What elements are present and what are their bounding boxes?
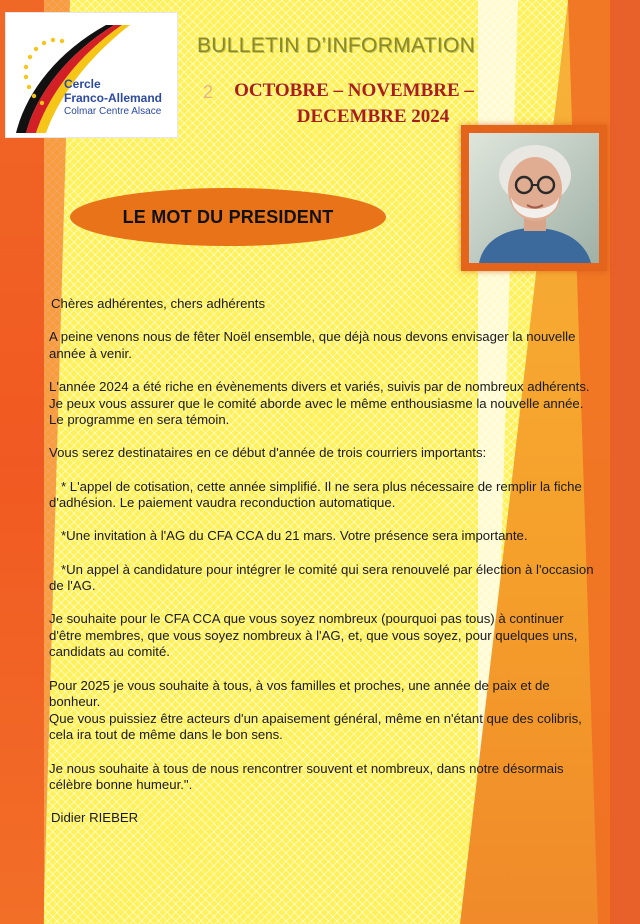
logo-text-franco-allemand: Franco-Allemand xyxy=(64,91,163,105)
faint-mark: 2 xyxy=(203,82,214,102)
letter-paragraph-2 xyxy=(49,379,594,429)
period-line-1: OCTOBRE – NOVEMBRE – xyxy=(234,80,474,101)
bulletin-period xyxy=(234,78,474,130)
logo-text-cercle: Cercle xyxy=(64,77,101,91)
letter-paragraph-6: Je nous souhaite à tous de nous rencontrer souvent et nombreux, dans notre désormais célèbre bonne humeur.". xyxy=(49,760,564,793)
right-edge-band xyxy=(610,0,640,924)
club-logo xyxy=(5,12,178,138)
president-letter xyxy=(49,296,594,844)
letter-paragraph-5a: Pour 2025 je vous souhaite à tous, à vos familles et proches, une année de paix et de bonheur. xyxy=(49,677,550,710)
letter-paragraph-1: A peine venons nous de fêter Noël ensemble, que déjà nous devons envisager la nouvelle année à venir. xyxy=(49,329,576,361)
letter-greeting: Chères adhérentes, chers adhérents xyxy=(51,296,266,311)
period-line-2: DECEMBRE 2024 xyxy=(296,106,450,127)
letter-bullet-1: * L'appel de cotisation, cette année simplifié. Il ne sera plus nécessaire de remplir la fiche d'adhésion. Le paiement vaudra reconduction automatique. xyxy=(49,478,582,511)
portrait-photo-icon xyxy=(469,133,599,263)
president-photo-frame xyxy=(461,125,607,271)
letter-paragraph-2b: Je peux vous assurer que le comité aborde avec le même enthousiasme la nouvelle année. Le programme en sera témoin. xyxy=(49,395,584,428)
section-heading-badge xyxy=(70,188,386,246)
letter-signature: Didier RIEBER xyxy=(51,810,139,826)
section-heading: LE MOT DU PRESIDENT xyxy=(122,206,334,227)
letter-paragraph-5b: Que vous puissiez être acteurs d'un apaisement général, même en n'étant que des colibris, cela ira tout de même dans le bon sens. xyxy=(49,710,582,743)
bulletin-title: BULLETIN D’INFORMATION xyxy=(197,34,476,57)
letter-paragraph-5 xyxy=(49,678,594,744)
logo-flag-icon xyxy=(6,13,179,139)
letter-bullet-2: *Une invitation à l'AG du CFA CCA du 21 mars. Votre présence sera importante. xyxy=(61,528,528,544)
letter-paragraph-4: Je souhaite pour le CFA CCA que vous soyez nombreux (pourquoi pas tous) à continuer d'être membres, que vous soyez nombreux à l'AG, et, que vous soyez, pour quelques uns, candidats au comité. xyxy=(49,611,578,660)
letter-bullet-3: *Un appel à candidature pour intégrer le comité qui sera renouvelé par élection à l'occasion de l'AG. xyxy=(49,561,594,594)
logo-text-location: Colmar Centre Alsace xyxy=(64,106,162,117)
letter-paragraph-3: Vous serez destinataires en ce début d'année de trois courriers importants: xyxy=(49,445,487,461)
letter-paragraph-2a: L'année 2024 a été riche en évènements divers et variés, suivis par de nombreux adhérents. xyxy=(49,378,590,394)
